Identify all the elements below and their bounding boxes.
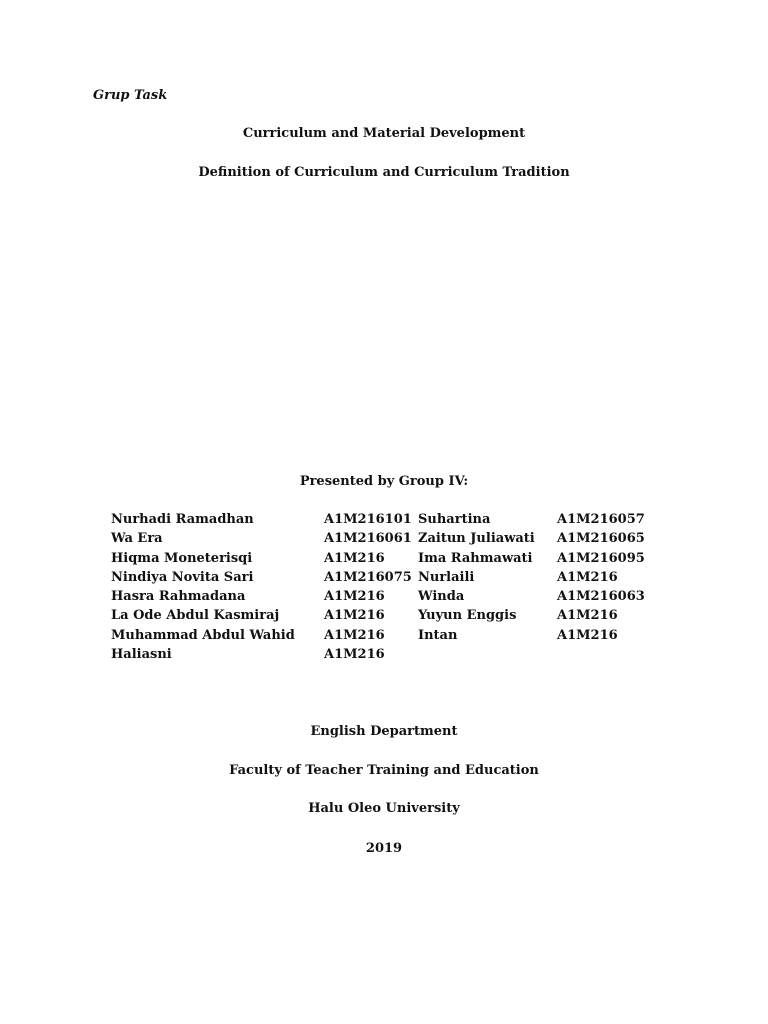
topic-title: Definition of Curriculum and Curriculum Tradition [198, 165, 570, 180]
member-id: A1M216061 [324, 531, 412, 547]
member-name: Nurlaili [418, 569, 475, 585]
member-name: Haliasni [111, 647, 172, 663]
member-id: A1M216101 [324, 512, 412, 527]
member-row [111, 551, 651, 570]
member-id: A1M216063 [557, 589, 645, 605]
member-row [111, 531, 651, 550]
member-row [111, 589, 651, 608]
member-name: Wa Era [111, 531, 163, 547]
member-row [111, 608, 651, 627]
member-name: Hiqma Moneterisqi [111, 550, 253, 566]
member-id: A1M216 [324, 550, 385, 566]
member-id: A1M216 [324, 627, 385, 643]
member-row [111, 570, 651, 589]
member-name: Suhartina [418, 512, 491, 527]
member-id: A1M216 [557, 627, 618, 643]
member-name: Hasra Rahmadana [111, 589, 246, 605]
member-id: A1M216 [324, 647, 385, 663]
member-name: Yuyun Enggis [418, 608, 517, 624]
year: 2019 [365, 841, 403, 856]
member-list [111, 512, 651, 666]
member-name: Zaitun Juliawati [418, 531, 535, 547]
member-row [111, 647, 651, 666]
member-name: Ima Rahmawati [418, 550, 533, 566]
course-title: Curriculum and Material Development [242, 126, 526, 141]
member-name: Nurhadi Ramadhan [111, 512, 254, 527]
member-name: La Ode Abdul Kasmiraj [111, 608, 280, 624]
member-name: Nindiya Novita Sari [111, 569, 254, 585]
presented-by-label: Presented by Group IV: [299, 474, 469, 489]
member-id: A1M216095 [557, 550, 645, 566]
member-id: A1M216 [324, 608, 385, 624]
member-id: A1M216057 [557, 512, 645, 527]
member-id: A1M216 [557, 608, 618, 624]
member-id: A1M216 [557, 569, 618, 585]
department-name: English Department [310, 724, 458, 739]
faculty-name: Faculty of Teacher Training and Education [229, 763, 539, 778]
member-row [111, 512, 651, 531]
university-name: Halu Oleo University [308, 801, 460, 816]
member-name: Intan [418, 627, 458, 643]
member-id: A1M216 [324, 589, 385, 605]
task-label: Grup Task [93, 88, 168, 103]
member-name: Winda [418, 589, 465, 605]
member-name: Muhammad Abdul Wahid [111, 627, 295, 643]
member-id: A1M216075 [324, 569, 412, 585]
member-id: A1M216065 [557, 531, 645, 547]
member-row [111, 628, 651, 647]
